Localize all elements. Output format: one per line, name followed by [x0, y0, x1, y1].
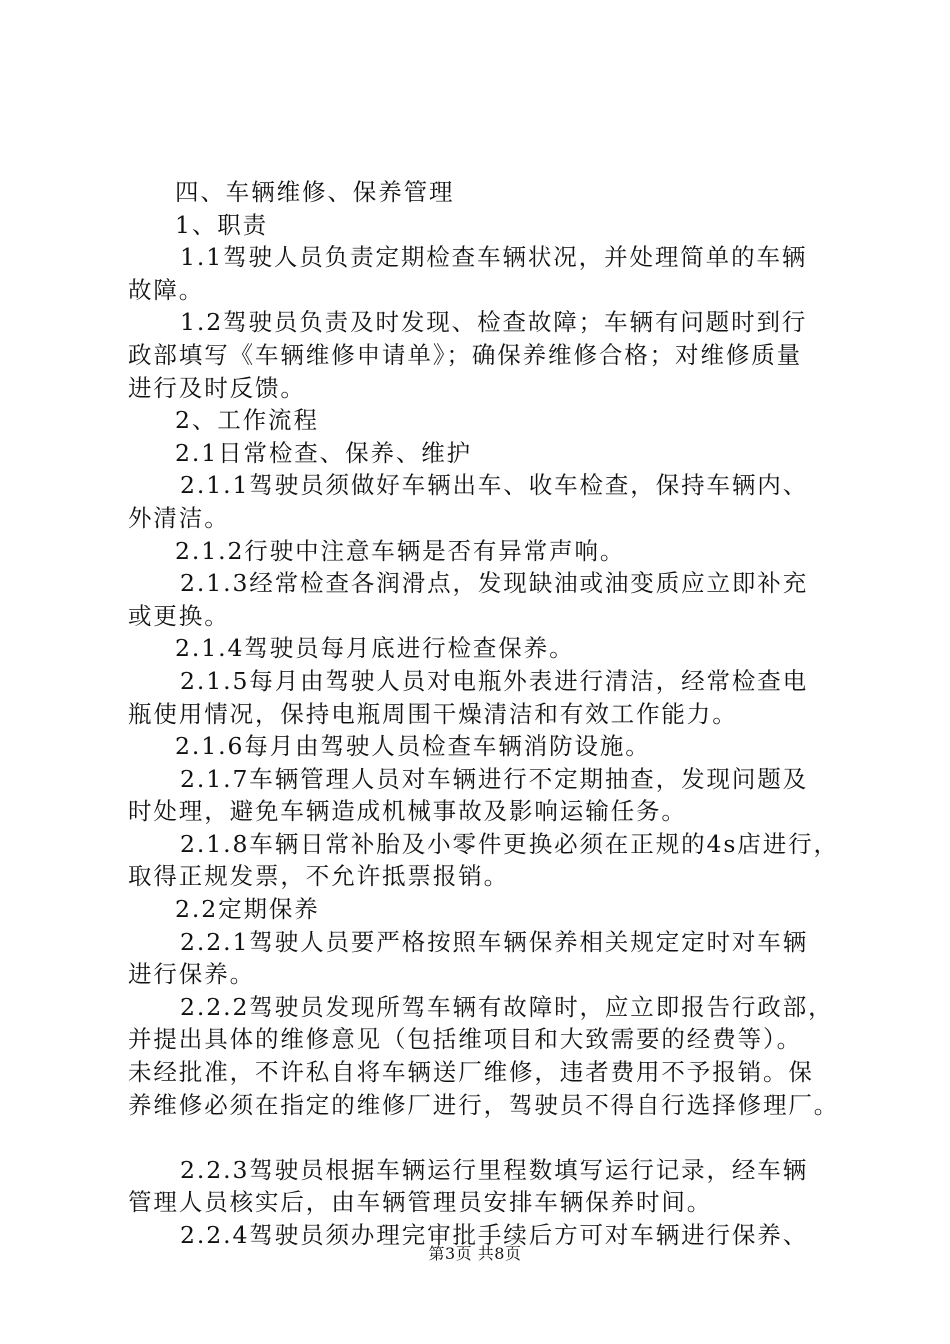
paragraph	[128, 535, 838, 568]
text-line: 2.2.2驾驶员发现所驾车辆有故障时，应立即报告行政部，	[180, 992, 834, 1021]
text-line: 1.1驾驶人员负责定期检查车辆状况，并处理简单的车辆	[180, 243, 808, 272]
text-line: 2.1日常检查、保养、维护	[175, 438, 473, 467]
text-line: 2.1.2行驶中注意车辆是否有异常声响。	[175, 536, 626, 565]
text-line: 2.1.1驾驶员须做好车辆出车、收车检查，保持车辆内、	[180, 471, 809, 500]
text-line: 2.2.3驾驶员根据车辆运行里程数填写运行记录，经车辆	[180, 1155, 809, 1184]
paragraph	[128, 991, 838, 1121]
text-line: 管理人员核实后，由车辆管理员安排车辆保养时间。	[128, 1188, 713, 1217]
text-line: 2.2定期保养	[175, 895, 320, 924]
text-line: 未经批准，不许私自将车辆送厂维修，违者费用不予报销。保	[128, 1058, 814, 1087]
text-line: 或更换。	[128, 601, 230, 630]
paragraph	[128, 437, 838, 470]
text-line: 2.1.5每月由驾驶人员对电瓶外表进行清洁，经常检查电	[180, 666, 809, 695]
text-line: 进行保养。	[128, 960, 255, 989]
text-line: 2.2.1驾驶人员要严格按照车辆保养相关规定定时对车辆	[180, 927, 809, 956]
paragraph	[128, 176, 838, 209]
text-line: 养维修必须在指定的维修厂进行，驾驶员不得自行选择修理厂。	[128, 1090, 840, 1119]
paragraph	[128, 1154, 838, 1219]
paragraph	[128, 665, 838, 730]
paragraph	[128, 893, 838, 926]
paragraph	[128, 828, 838, 893]
text-line: 瓶使用情况，保持电瓶周围干燥清洁和有效工作能力。	[128, 699, 738, 728]
text-line: 外清洁。	[128, 503, 230, 532]
text-line: 2.1.3经常检查各润滑点，发现缺油或油变质应立即补充	[180, 569, 809, 598]
text-line	[128, 1121, 838, 1154]
paragraph	[128, 763, 838, 828]
paragraph	[128, 730, 838, 763]
text-line: 时处理，避免车辆造成机械事故及影响运输任务。	[128, 797, 687, 826]
text-line: 并提出具体的维修意见（包括维项目和大致需要的经费等）。	[128, 1025, 803, 1054]
page-footer: 第3页 共8页	[428, 1244, 522, 1263]
text-line: 2.2.4驾驶员须办理完审批手续后方可对车辆进行保养、	[180, 1221, 809, 1249]
text-line: 1.2驾驶员负责及时发现、检查故障；车辆有问题时到行	[180, 308, 808, 337]
document-body	[128, 176, 838, 1252]
text-line: 1、职责	[175, 210, 269, 239]
paragraph	[128, 926, 838, 991]
text-line: 2.1.8车辆日常补胎及小零件更换必须在正规的4s店进行，	[180, 829, 839, 858]
text-line: 四、车辆维修、保养管理	[175, 178, 455, 206]
text-line: 进行及时反馈。	[128, 373, 306, 402]
paragraph	[128, 209, 838, 242]
paragraph	[128, 404, 838, 437]
paragraph	[128, 241, 838, 306]
paragraph	[128, 567, 838, 632]
paragraph	[128, 1121, 838, 1154]
paragraph	[128, 469, 838, 534]
paragraph	[128, 306, 838, 404]
text-line: 取得正规发票，不允许抵票报销。	[128, 862, 509, 891]
text-line: 2.1.7车辆管理人员对车辆进行不定期抽查，发现问题及	[180, 764, 809, 793]
paragraph	[128, 632, 838, 665]
text-line: 2、工作流程	[175, 406, 319, 435]
text-line: 政部填写《车辆维修申请单》；确保养维修合格；对维修质量	[128, 340, 803, 369]
text-line: 2.1.4驾驶员每月底进行检查保养。	[175, 634, 575, 663]
text-line: 故障。	[128, 275, 205, 304]
text-line: 2.1.6每月由驾驶人员检查车辆消防设施。	[175, 732, 651, 761]
